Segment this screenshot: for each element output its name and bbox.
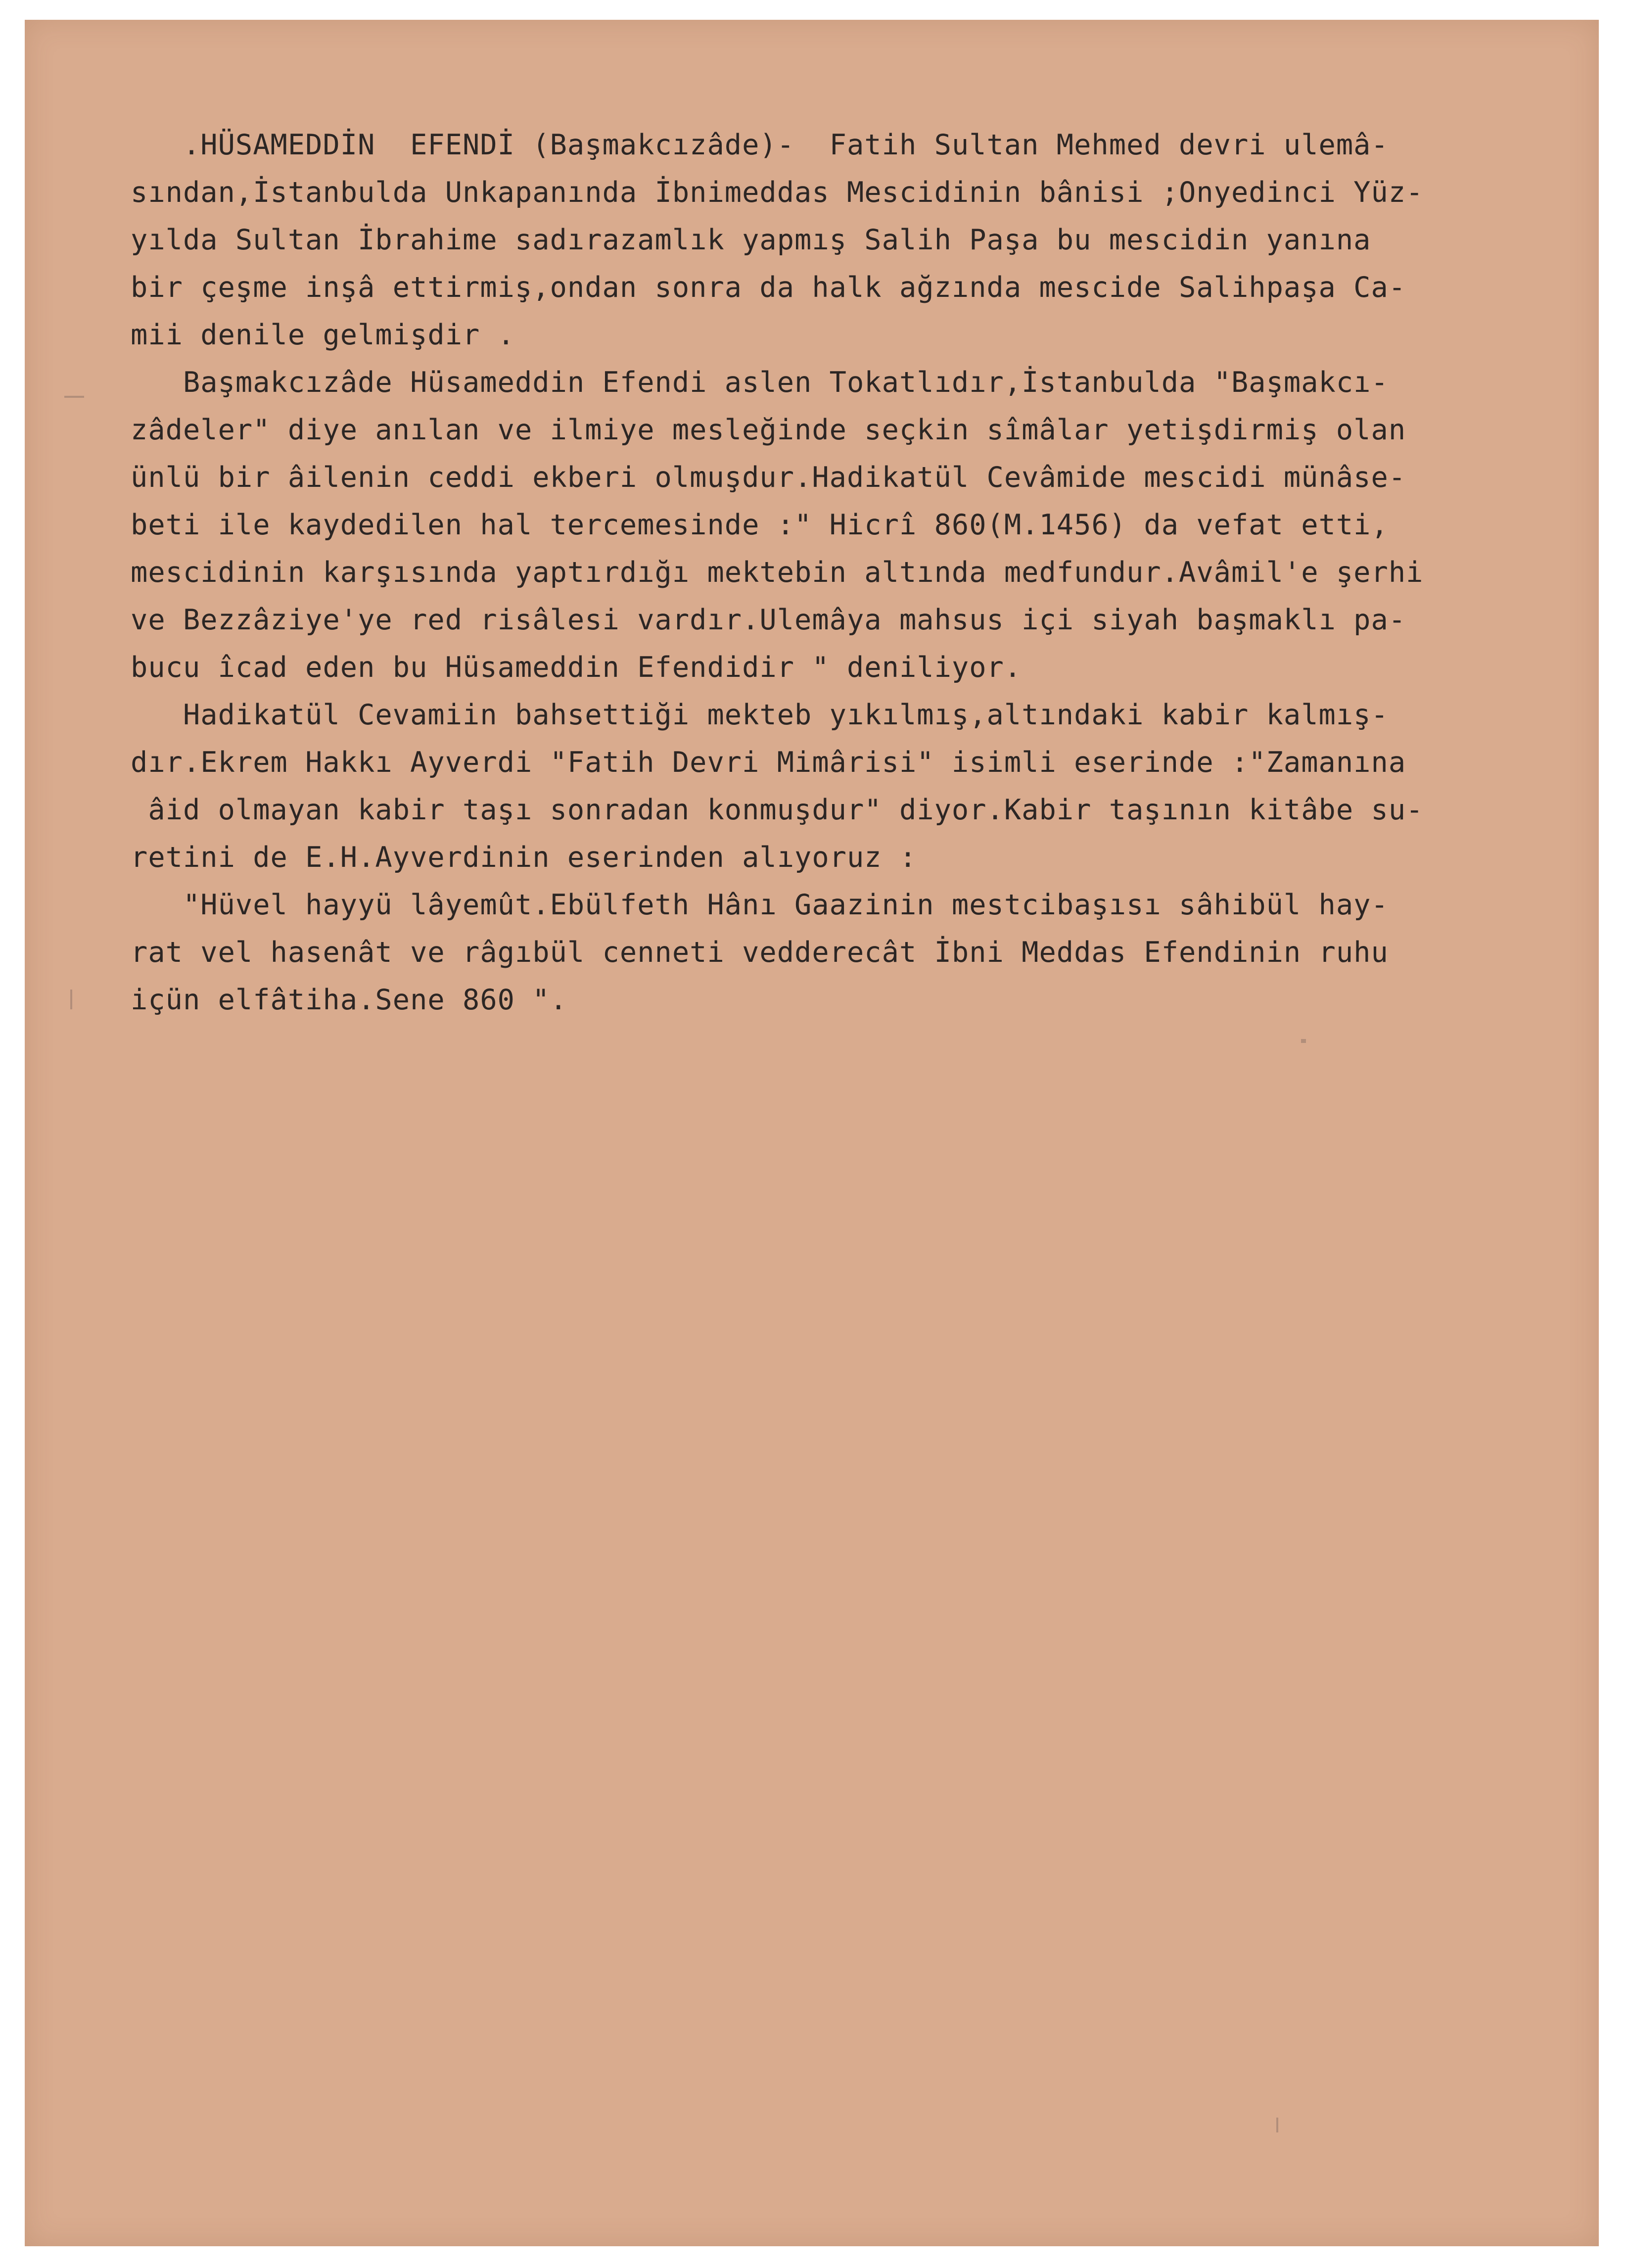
text-line-2: sından,İstanbulda Unkapanında İbnimeddas Mescidinin bânisi ;Onyedinci Yüz-: [131, 176, 1424, 209]
text-line-18: rat vel hasenât ve râgıbül cenneti vedderecât İbni Meddas Efendinin ruhu: [131, 936, 1389, 969]
text-line-12: bucu îcad eden bu Hüsameddin Efendidir " deniliyor.: [131, 651, 1022, 684]
typewritten-page: [25, 20, 1599, 2246]
text-line-17: "Hüvel hayyü lâyemût.Ebülfeth Hânı Gaazinin mestcibaşısı sâhibül hay-: [131, 889, 1389, 921]
text-line-5: mii denile gelmişdir .: [131, 319, 515, 351]
text-line-1: .HÜSAMEDDİN EFENDİ (Başmakcızâde)- Fatih Sultan Mehmed devri ulemâ-: [131, 129, 1389, 161]
text-line-7: zâdeler" diye anılan ve ilmiye mesleğinde seçkin sîmâlar yetişdirmiş olan: [131, 414, 1406, 446]
paper-mark: [70, 990, 72, 1009]
text-line-16: retini de E.H.Ayverdinin eserinden alıyoruz :: [131, 841, 917, 874]
text-line-6: Başmakcızâde Hüsameddin Efendi aslen Tokatlıdır,İstanbulda "Başmakcı-: [131, 366, 1389, 399]
text-line-10: mescidinin karşısında yaptırdığı mektebin altında medfundur.Avâmil'e şerhi: [131, 556, 1424, 589]
text-line-13: Hadikatül Cevamiin bahsettiği mekteb yıkılmış,altındaki kabir kalmış-: [131, 699, 1389, 731]
paper-mark: [64, 396, 84, 398]
text-line-15: âid olmayan kabir taşı sonradan konmuşdur" diyor.Kabir taşının kitâbe su-: [131, 794, 1424, 826]
text-line-11: ve Bezzâziye'ye red risâlesi vardır.Ulemâya mahsus içi siyah başmaklı pa-: [131, 604, 1406, 636]
paper-mark: [1276, 2118, 1278, 2132]
text-line-4: bir çeşme inşâ ettirmiş,ondan sonra da halk ağzında mescide Salihpaşa Ca-: [131, 271, 1406, 304]
text-line-14: dır.Ekrem Hakkı Ayverdi "Fatih Devri Mimârisi" isimli eserinde :"Zamanına: [131, 746, 1406, 779]
text-line-9: beti ile kaydedilen hal tercemesinde :" Hicrî 860(M.1456) da vefat etti,: [131, 509, 1389, 541]
text-line-3: yılda Sultan İbrahime sadırazamlık yapmış Salih Paşa bu mescidin yanına: [131, 224, 1371, 256]
text-line-19: içün elfâtiha.Sene 860 ".: [131, 984, 567, 1016]
typed-text-block: [131, 121, 1607, 1024]
text-line-8: ünlü bir âilenin ceddi ekberi olmuşdur.Hadikatül Cevâmide mescidi münâse-: [131, 461, 1406, 494]
paper-mark: [1301, 1039, 1306, 1043]
